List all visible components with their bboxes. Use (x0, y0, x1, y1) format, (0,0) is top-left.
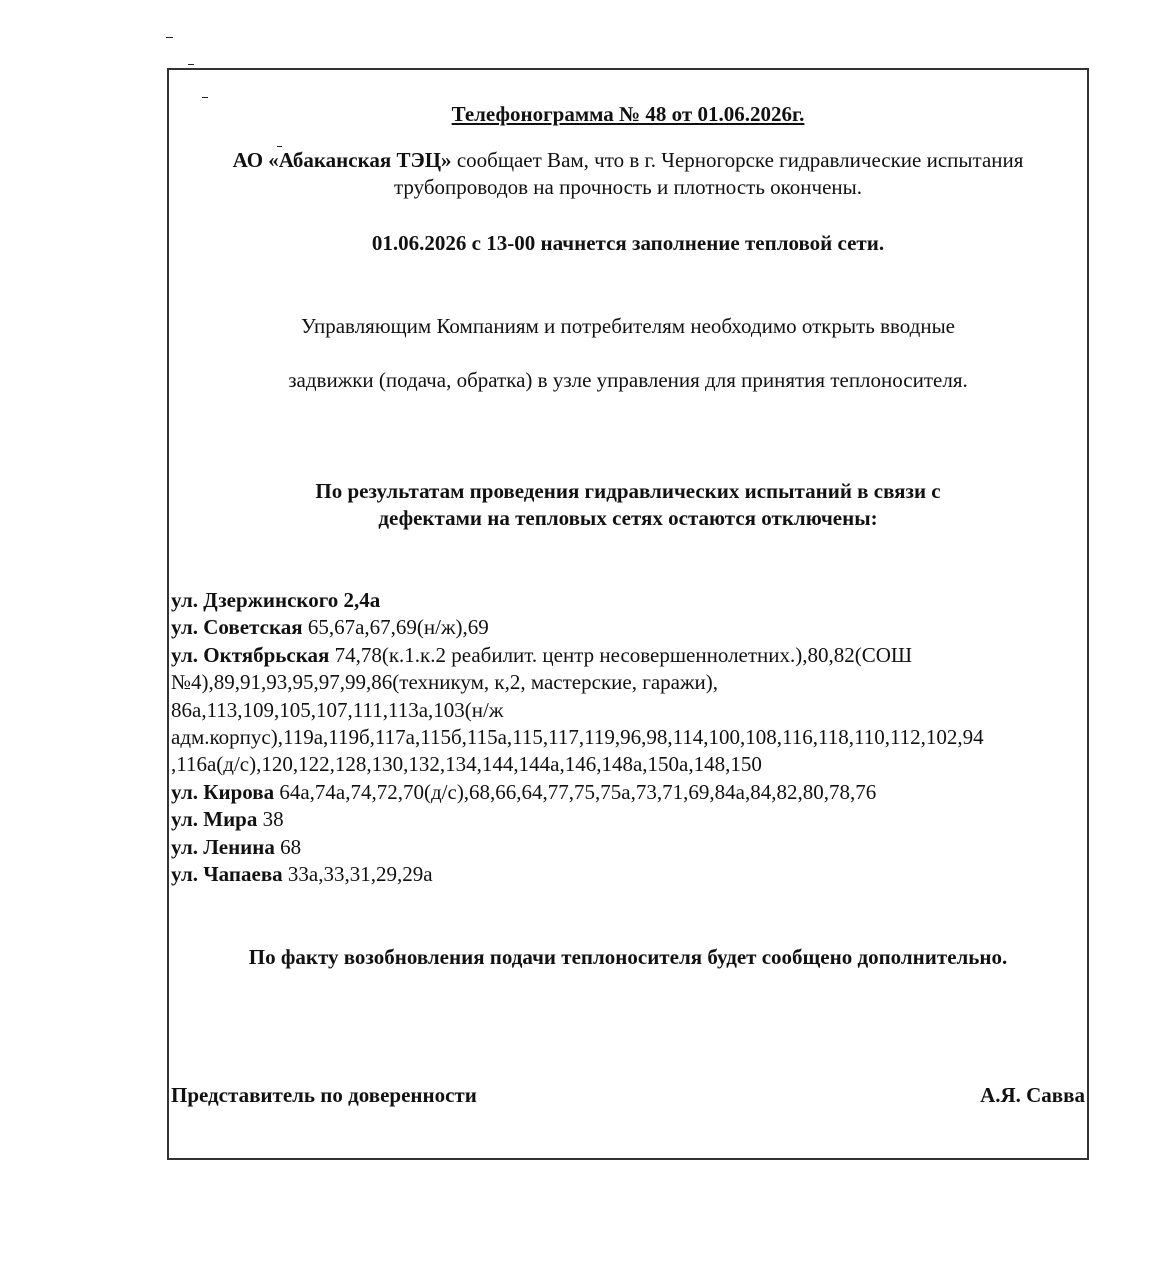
street-row (171, 834, 301, 861)
stray-mark (202, 97, 208, 98)
closing-note: По факту возобновления подачи теплоносителя будет сообщено дополнительно. (248, 945, 1008, 969)
instruction-line-1: Управляющим Компаниям и потребителям необходимо открыть вводные (300, 314, 956, 338)
house-numbers: 68 (274, 834, 302, 859)
intro-text: сообщает Вам, что в г. Черногорске гидравлические испытания (451, 148, 1024, 172)
street-row (171, 669, 718, 696)
signature-role: Представитель по доверенности (171, 1083, 477, 1107)
street-row (171, 779, 876, 806)
results-heading-line-1: По результатам проведения гидравлических испытаний в связи с (315, 479, 941, 503)
street-row (171, 751, 762, 778)
house-numbers: 64а,74а,74,72,70(д/с),68,66,64,77,75,75а,73,71,69,84а,84,82,80,78,76 (274, 779, 877, 804)
street-row (171, 614, 489, 641)
street-name: ул. Ленина (171, 834, 275, 859)
street-row (171, 697, 503, 724)
stray-mark (188, 64, 194, 65)
intro-line-1 (169, 147, 1087, 174)
street-row (171, 806, 284, 833)
house-numbers: 65,67а,67,69(н/ж),69 (302, 615, 489, 640)
street-name: ул. Кирова (171, 779, 275, 804)
signature-name: А.Я. Савва (980, 1083, 1085, 1107)
document-title: Телефонограмма № 48 от 01.06.2026г. (451, 102, 805, 126)
street-name: ул. Дзержинского 2,4а (171, 588, 381, 612)
results-heading-line-2: дефектами на тепловых сетях остаются отключены: (378, 506, 878, 530)
street-name: ул. Чапаева (171, 862, 283, 886)
street-row (171, 724, 984, 751)
house-numbers: 33а,33,31,29,29а (282, 862, 433, 886)
street-row (171, 587, 380, 614)
street-name: ул. Октябрьская (171, 642, 330, 667)
street-row (171, 642, 912, 669)
house-numbers: ,116а(д/с),120,122,128,130,132,134,144,144а,146,148а,150а,148,150 (171, 752, 762, 777)
house-numbers: №4),89,91,93,95,97,99,86(техникум, к,2, мастерские, гаражи), (171, 670, 718, 695)
stray-mark (166, 37, 173, 38)
street-name: ул. Советская (171, 615, 303, 640)
house-numbers: адм.корпус),119а,119б,117а,115б,115а,115,117,119,96,98,114,100,108,116,118,110,112,102,94 (171, 725, 984, 749)
house-numbers: 86а,113,109,105,107,111,113а,103(н/ж (171, 697, 504, 722)
intro-line-2: трубопроводов на прочность и плотность окончены. (393, 175, 863, 199)
instruction-line-2: задвижки (подача, обратка) в узле управления для принятия теплоносителя. (288, 368, 968, 392)
house-numbers: 38 (257, 807, 284, 832)
organization-name: АО «Абаканская ТЭЦ» (232, 148, 452, 172)
street-row (171, 861, 433, 888)
document-frame (167, 68, 1089, 1160)
fill-notice: 01.06.2026 с 13-00 начнется заполнение тепловой сети. (371, 231, 885, 255)
house-numbers: 74,78(к.1.к.2 реабилит. центр несовершеннолетних.),80,82(СОШ (329, 642, 913, 667)
street-name: ул. Мира (171, 807, 258, 832)
